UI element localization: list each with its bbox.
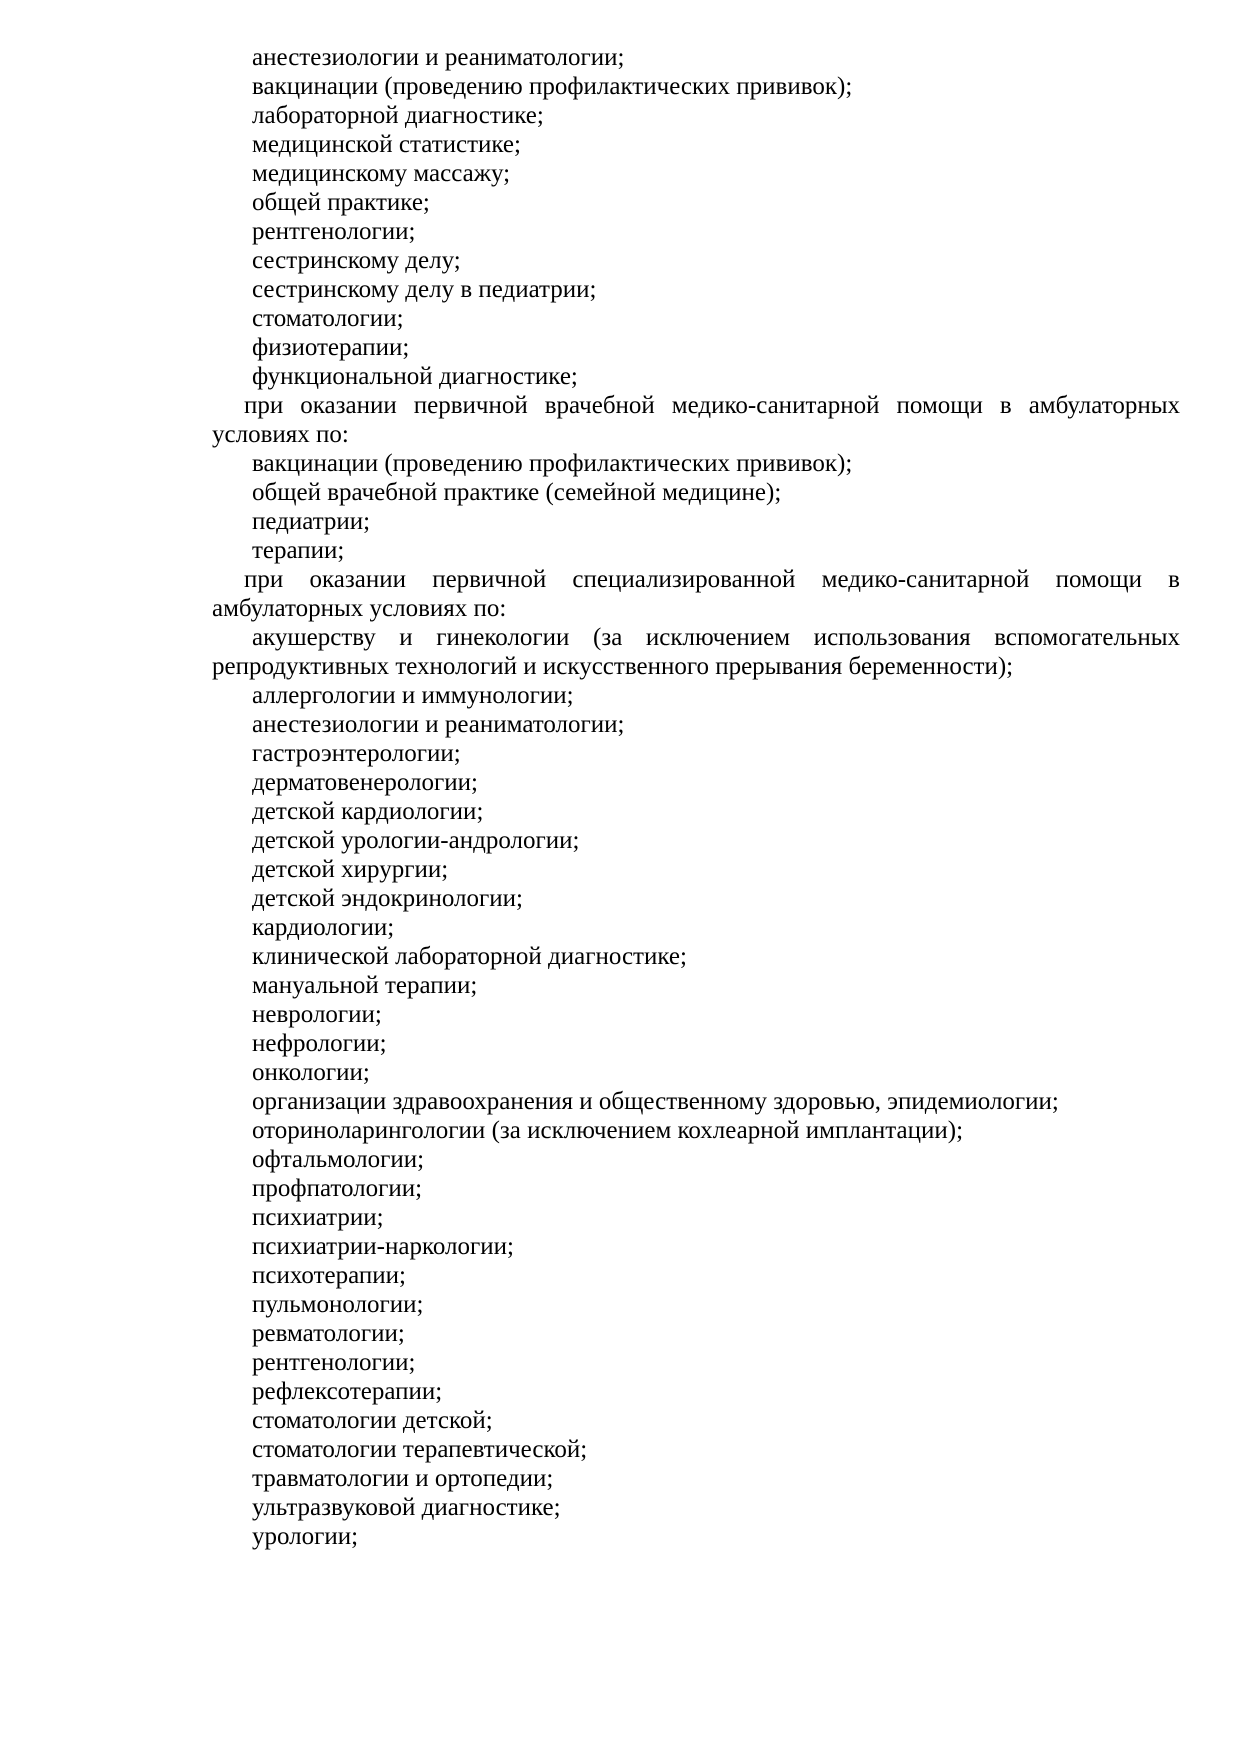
specialty-list-item: общей врачебной практике (семейной медицине); <box>252 479 782 506</box>
specialty-list-item: сестринскому делу в педиатрии; <box>252 276 597 303</box>
specialty-list-item: общей практике; <box>252 189 430 216</box>
care-condition-paragraph: при оказании первичной врачебной медико-санитарной помощи в амбулаторных условиях по: <box>212 392 1180 448</box>
specialty-list-item: детской эндокринологии; <box>252 885 523 912</box>
specialty-list-item: детской кардиологии; <box>252 798 484 825</box>
specialty-list-item: рефлексотерапии; <box>252 1378 443 1405</box>
specialty-list-item: нефрологии; <box>252 1030 387 1057</box>
specialty-list-item: терапии; <box>252 537 345 564</box>
specialty-list-item: стоматологии детской; <box>252 1407 493 1434</box>
specialty-list-item: медицинскому массажу; <box>252 160 511 187</box>
specialty-list-item: оториноларингологии (за исключением кохлеарной имплантации); <box>252 1117 964 1144</box>
specialty-list-item: кардиологии; <box>252 914 395 941</box>
specialty-list-item: онкологии; <box>252 1059 370 1086</box>
specialty-list-item: организации здравоохранения и общественному здоровью, эпидемиологии; <box>252 1088 1059 1115</box>
specialty-list-item: детской урологии-андрологии; <box>252 827 580 854</box>
care-condition-paragraph: при оказании первичной специализированной медико-санитарной помощи в амбулаторных условиях по: <box>212 566 1180 622</box>
specialty-list-item: психотерапии; <box>252 1262 406 1289</box>
specialty-list-item: сестринскому делу; <box>252 247 461 274</box>
specialty-list-item: акушерству и гинекологии (за исключением использования вспомогательных репродуктивных технологий и искусственного прерывания беременности); <box>212 624 1180 680</box>
specialty-list-item: профпатологии; <box>252 1175 423 1202</box>
specialty-list-item: физиотерапии; <box>252 334 410 361</box>
specialty-list-item: лабораторной диагностике; <box>252 102 544 129</box>
document-text <box>212 43 1180 1551</box>
specialty-list-item: ревматологии; <box>252 1320 405 1347</box>
specialty-list-item: анестезиологии и реаниматологии; <box>252 44 625 71</box>
specialty-list-item: ультразвуковой диагностике; <box>252 1494 561 1521</box>
specialty-list-item: клинической лабораторной диагностике; <box>252 943 687 970</box>
specialty-list-item: медицинской статистике; <box>252 131 521 158</box>
specialty-list-item: пульмонологии; <box>252 1291 424 1318</box>
specialty-list-item: рентгенологии; <box>252 218 416 245</box>
specialty-list-item: стоматологии; <box>252 305 404 332</box>
specialty-list-item: стоматологии терапевтической; <box>252 1436 588 1463</box>
specialty-list-item: вакцинации (проведению профилактических прививок); <box>252 450 853 477</box>
specialty-list-item: гастроэнтерологии; <box>252 740 461 767</box>
specialty-list-item: анестезиологии и реаниматологии; <box>252 711 625 738</box>
specialty-list-item: офтальмологии; <box>252 1146 425 1173</box>
specialty-list-item: рентгенологии; <box>252 1349 416 1376</box>
specialty-list-item: мануальной терапии; <box>252 972 478 999</box>
specialty-list-item: неврологии; <box>252 1001 382 1028</box>
specialty-list-item: вакцинации (проведению профилактических прививок); <box>252 73 853 100</box>
specialty-list-item: детской хирургии; <box>252 856 449 883</box>
specialty-list-item: функциональной диагностике; <box>252 363 578 390</box>
specialty-list-item: дерматовенерологии; <box>252 769 478 796</box>
specialty-list-item: аллергологии и иммунологии; <box>252 682 574 709</box>
specialty-list-item: травматологии и ортопедии; <box>252 1465 554 1492</box>
specialty-list-item: педиатрии; <box>252 508 371 535</box>
specialty-list-item: психиатрии; <box>252 1204 384 1231</box>
specialty-list-item: психиатрии-наркологии; <box>252 1233 514 1260</box>
specialty-list-item: урологии; <box>252 1523 359 1550</box>
